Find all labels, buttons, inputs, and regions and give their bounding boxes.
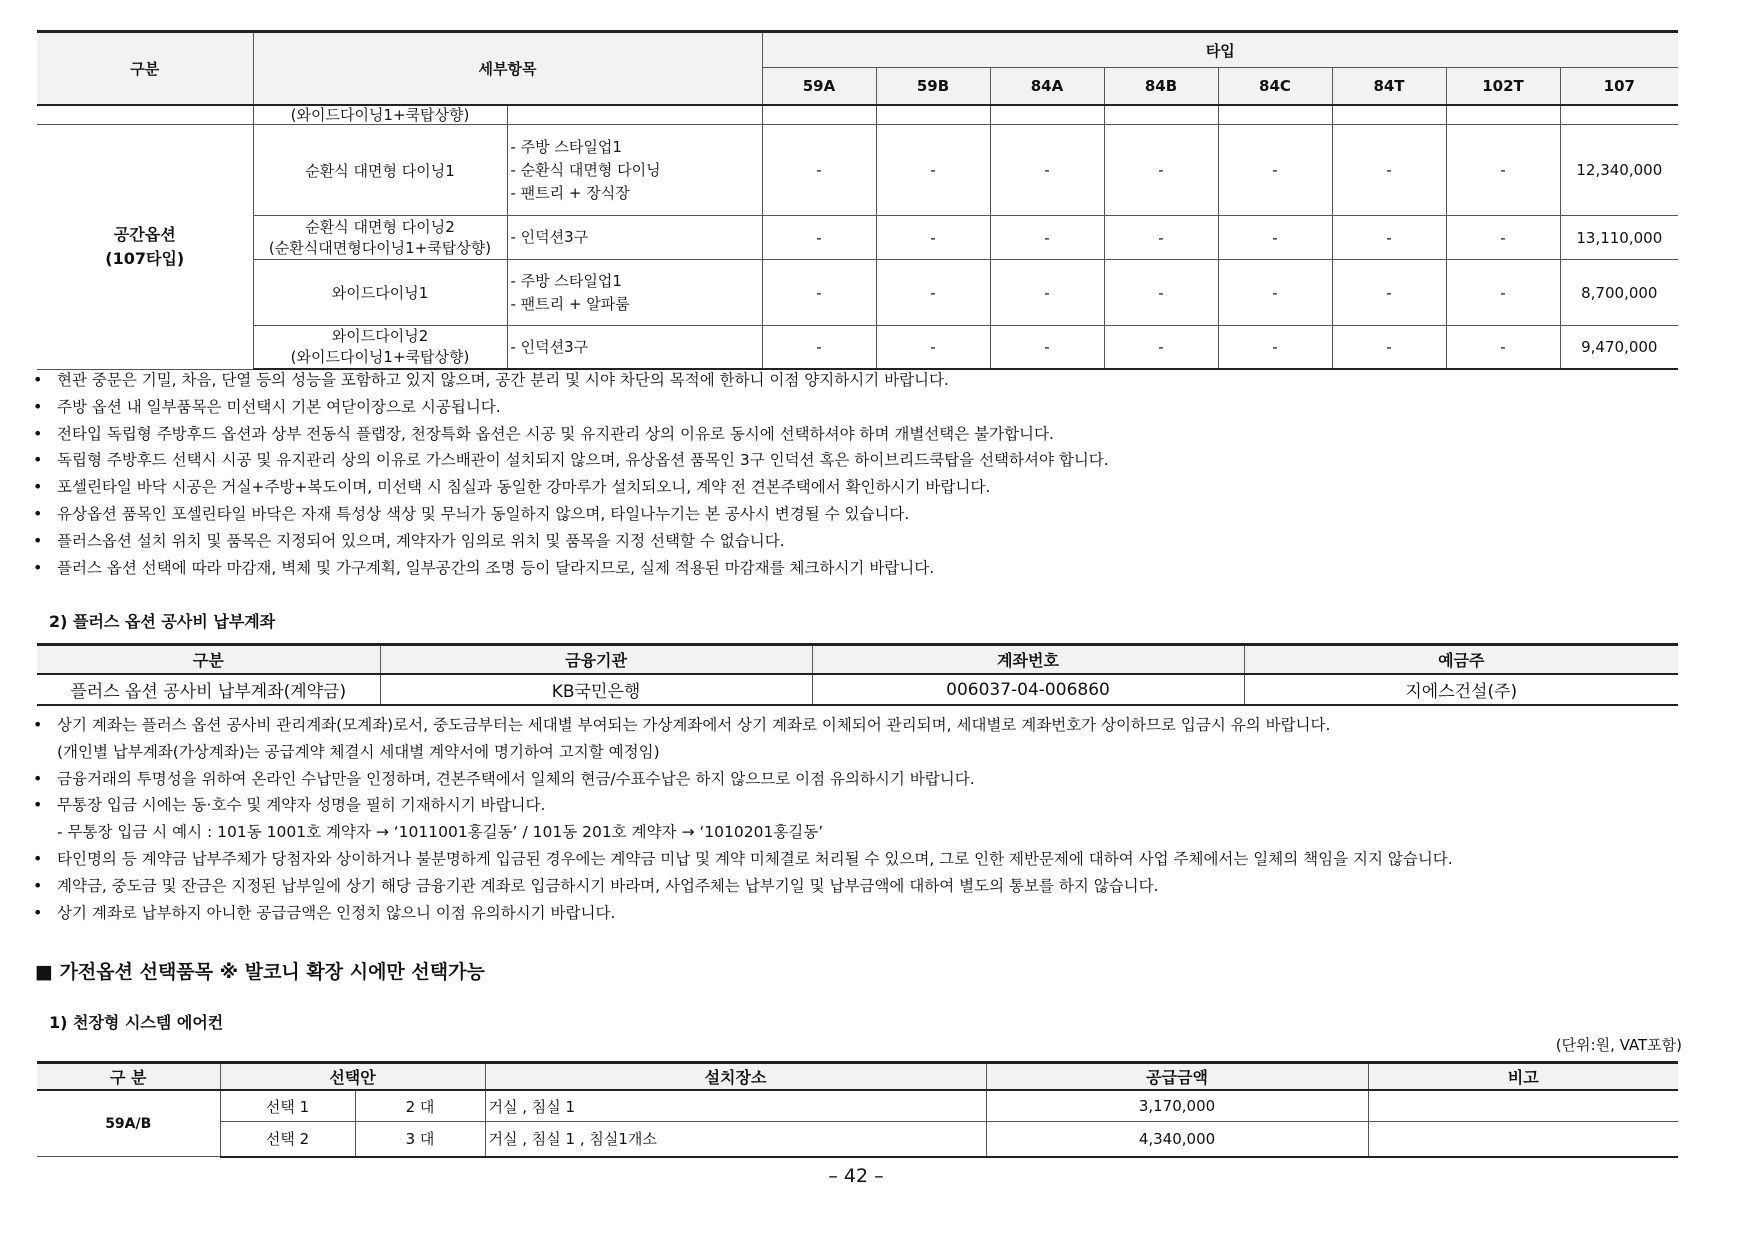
price-cell: - [1104, 216, 1218, 260]
price-cell: 12,340,000 [1560, 125, 1678, 216]
category-label: 공간옵션 [113, 224, 176, 244]
table-row [37, 1090, 1678, 1122]
unit-type: 59A/B [37, 1090, 220, 1157]
account-notes [33, 712, 1453, 926]
note-item: • 금융거래의 투명성을 위하여 온라인 수납만을 인정하며, 견본주택에서 일체의 현금/수표수납은 하지 않으므로 이점 유의하시기 바랍니다. [33, 766, 1453, 793]
option-name: 순환식 대면형 다이닝2 (순환식대면형다이닝1+쿡탑상향) [253, 216, 507, 260]
price-cell: - [1218, 125, 1332, 216]
header-location: 설치장소 [485, 1063, 986, 1091]
note-item: • 플러스옵션 설치 위치 및 품목은 지정되어 있으며, 계약자가 임의로 위치 및 품목을 지정 선택할 수 없습니다. [33, 528, 1109, 555]
note-item: • 무통장 입금 시에는 동·호수 및 계약자 성명을 필히 기재하시기 바랍니다. [33, 792, 1453, 819]
install-location: 거실 , 침실 1 [485, 1090, 986, 1122]
note-item: • 포셀린타일 바닥 시공은 거실+주방+복도이며, 미선택 시 침실과 동일한 강마루가 설치되오니, 계약 전 견본주택에서 확인하시기 바랍니다. [33, 474, 1109, 501]
price-cell: - [762, 125, 876, 216]
header-category: 구 분 [37, 1063, 220, 1091]
header-account-number: 계좌번호 [812, 645, 1244, 675]
price-cell: - [1332, 260, 1446, 326]
price-cell: - [876, 326, 990, 370]
note-item: • 전타입 독립형 주방후드 옵션과 상부 전동식 플랩장, 천장특화 옵션은 시공 및 유지관리 상의 이유로 동시에 선택하셔야 하며 개별선택은 불가합니다. [33, 421, 1109, 448]
choice-label: 선택 1 [220, 1090, 355, 1122]
price-cell: - [1104, 260, 1218, 326]
choice-count: 2 대 [355, 1090, 485, 1122]
option-items: - 주방 스타일업1 - 팬트리 + 알파룸 [507, 260, 762, 326]
section-title-appliance: ■ 가전옵션 선택품목 ※ 발코니 확장 시에만 선택가능 [35, 961, 485, 983]
price-cell: - [762, 216, 876, 260]
section-subtitle-aircon: 1) 천장형 시스템 에어컨 [49, 1013, 224, 1032]
price-cell: - [876, 125, 990, 216]
header-type-84t: 84T [1332, 68, 1446, 105]
note-item: • 독립형 주방후드 선택시 시공 및 유지관리 상의 이유로 가스배관이 설치되지 않으며, 유상옵션 품목인 3구 인덕션 혹은 하이브리드쿡탑을 선택하셔야 합니다. [33, 447, 1109, 474]
header-type-84c: 84C [1218, 68, 1332, 105]
option-items: - 인덕션3구 [507, 216, 762, 260]
price-cell: - [762, 260, 876, 326]
header-price: 공급금액 [986, 1063, 1368, 1091]
note-item: - 무통장 입금 시 예시 : 101동 1001호 계약자 → ‘1011001홍길동’ / 101동 201호 계약자 → ‘1010201홍길동’ [57, 823, 824, 842]
table-row [37, 125, 1678, 216]
table-row [37, 1122, 1678, 1157]
price-cell: - [1332, 326, 1446, 370]
option-items: - 주방 스타일업1 - 순환식 대면형 다이닝 - 팬트리 + 장식장 [507, 125, 762, 216]
table-row [37, 674, 1678, 705]
price-cell: - [1218, 326, 1332, 370]
remark [1368, 1122, 1678, 1157]
header-bank: 금융기관 [380, 645, 812, 675]
note-item: • 상기 계좌는 플러스 옵션 공사비 관리계좌(모계좌)로서, 중도금부터는 세대별 부여되는 가상계좌에서 상기 계좌로 이체되어 관리되며, 세대별로 계좌번호가 상이하므로 입금시 유의 바랍니다. [33, 712, 1453, 739]
price-cell: - [1218, 260, 1332, 326]
table-row [37, 326, 1678, 370]
bank-name: KB국민은행 [380, 674, 812, 705]
remark [1368, 1090, 1678, 1122]
price-cell: 13,110,000 [1560, 216, 1678, 260]
account-number: 006037-04-006860 [812, 674, 1244, 705]
option-name: 순환식 대면형 다이닝1 [253, 125, 507, 216]
header-detail: 세부항목 [253, 32, 762, 105]
note-item: • 플러스 옵션 선택에 따라 마감재, 벽체 및 가구계획, 일부공간의 조명 등이 달라지므로, 실제 적용된 마감재를 체크하시기 바랍니다. [33, 555, 1109, 582]
price-cell: - [1446, 326, 1560, 370]
price-cell: - [990, 216, 1104, 260]
price-cell: - [1446, 216, 1560, 260]
header-type-107: 107 [1560, 68, 1678, 105]
note-item: (개인별 납부계좌(가상계좌)는 공급계약 체결시 세대별 계약서에 명기하여 고지할 예정임) [57, 742, 660, 761]
option-notes [33, 367, 1109, 581]
category-cell [37, 125, 253, 370]
header-category: 구분 [37, 32, 253, 105]
header-type-59a: 59A [762, 68, 876, 105]
option-name: 와이드다이닝2 (와이드다이닝1+쿡탑상향) [253, 326, 507, 370]
note-item: • 현관 중문은 기밀, 차음, 단열 등의 성능을 포함하고 있지 않으며, 공간 분리 및 시야 차단의 목적에 한하니 이점 양지하시기 바랍니다. [33, 367, 1109, 394]
header-type-102t: 102T [1446, 68, 1560, 105]
note-item: • 주방 옵션 내 일부품목은 미선택시 기본 여닫이장으로 시공됩니다. [33, 394, 1109, 421]
fragment-empty [507, 105, 762, 125]
choice-count: 3 대 [355, 1122, 485, 1157]
header-type-59b: 59B [876, 68, 990, 105]
account-type: 플러스 옵션 공사비 납부계좌(계약금) [37, 674, 380, 705]
choice-label: 선택 2 [220, 1122, 355, 1157]
price-cell: - [1446, 125, 1560, 216]
unit-note: (단위:원, VAT포함) [1555, 1036, 1682, 1054]
fragment-empty [37, 105, 253, 125]
price-cell: - [990, 125, 1104, 216]
account-table [37, 643, 1678, 706]
note-item: • 타인명의 등 계약금 납부주체가 당첨자와 상이하거나 불분명하게 입금된 경우에는 계약금 미납 및 계약 미체결로 처리될 수 있으며, 그로 인한 제반문제에 대하여 사업 주체에서는 일체의 책임을 지지 않습니다. [33, 846, 1453, 873]
header-note: 비고 [1368, 1063, 1678, 1091]
table-row [37, 260, 1678, 326]
header-type-84b: 84B [1104, 68, 1218, 105]
header-holder: 예금주 [1244, 645, 1678, 675]
price-cell: - [1332, 125, 1446, 216]
option-items: - 인덕션3구 [507, 326, 762, 370]
price-cell: - [1104, 326, 1218, 370]
table-row [37, 216, 1678, 260]
header-category: 구분 [37, 645, 380, 675]
install-location: 거실 , 침실 1 , 침실1개소 [485, 1122, 986, 1157]
header-type: 타입 [762, 32, 1678, 68]
price-cell: 8,700,000 [1560, 260, 1678, 326]
supply-price: 4,340,000 [986, 1122, 1368, 1157]
price-cell: - [1332, 216, 1446, 260]
price-cell: - [1218, 216, 1332, 260]
price-cell: 9,470,000 [1560, 326, 1678, 370]
note-item: • 상기 계좌로 납부하지 아니한 공급금액은 인정치 않으니 이점 유의하시기 바랍니다. [33, 900, 1453, 927]
option-price-table [37, 30, 1678, 370]
price-cell: - [990, 260, 1104, 326]
account-holder: 지에스건설(주) [1244, 674, 1678, 705]
price-cell: - [762, 326, 876, 370]
aircon-table [37, 1061, 1678, 1158]
price-cell: - [876, 216, 990, 260]
option-name: 와이드다이닝1 [253, 260, 507, 326]
page-number: – 42 – [828, 1165, 884, 1187]
header-type-84a: 84A [990, 68, 1104, 105]
fragment-name: (와이드다이닝1+쿡탑상향) [253, 105, 507, 125]
price-cell: - [1446, 260, 1560, 326]
supply-price: 3,170,000 [986, 1090, 1368, 1122]
note-item: • 유상옵션 품목인 포셀린타일 바닥은 자재 특성상 색상 및 무늬가 동일하지 않으며, 타일나누기는 본 공사시 변경될 수 있습니다. [33, 501, 1109, 528]
price-cell: - [990, 326, 1104, 370]
header-choice: 선택안 [220, 1063, 485, 1091]
note-item: • 계약금, 중도금 및 잔금은 지정된 납부일에 상기 해당 금융기관 계좌로 입금하시기 바라며, 사업주체는 납부기일 및 납부금액에 대하여 별도의 통보를 하지 않습니다. [33, 873, 1453, 900]
price-cell: - [1104, 125, 1218, 216]
section-title-account: 2) 플러스 옵션 공사비 납부계좌 [49, 612, 276, 631]
category-type: (107타입) [105, 248, 185, 268]
price-cell: - [876, 260, 990, 326]
